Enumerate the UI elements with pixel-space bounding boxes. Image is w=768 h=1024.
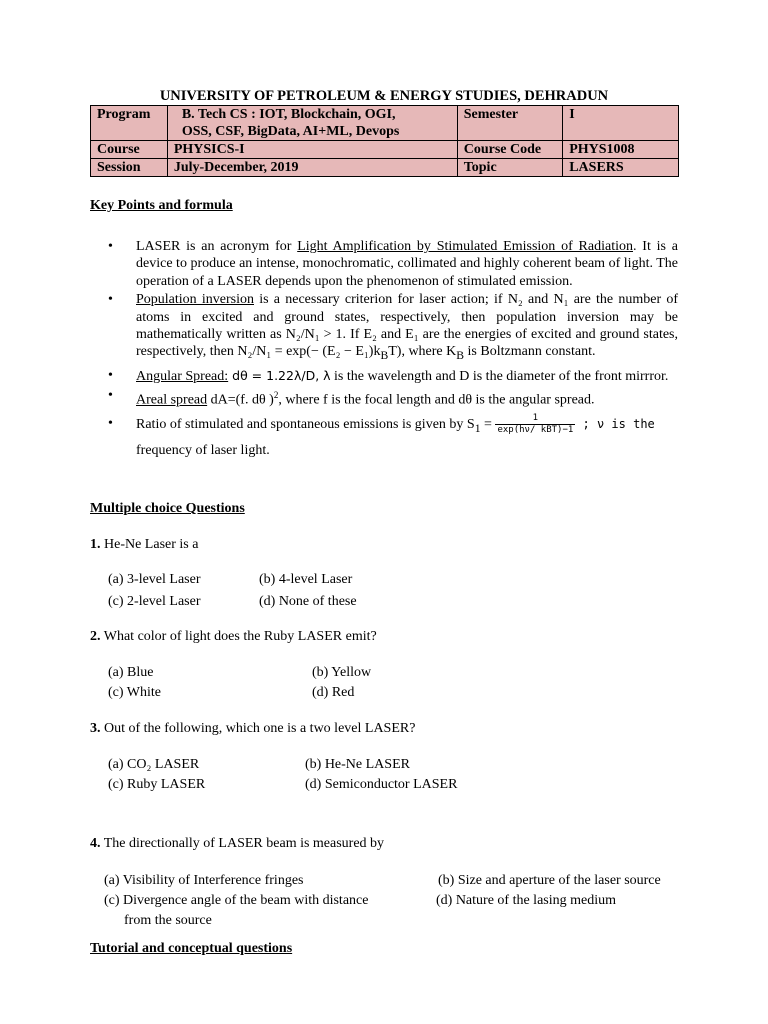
question-number: 2.: [90, 629, 101, 644]
subscript: 1: [474, 421, 481, 435]
key-point-term: Angular Spread:: [136, 368, 229, 384]
key-point-population-inversion: [108, 291, 678, 364]
program-label: Program: [91, 106, 168, 141]
fraction-denominator: exp(hν/ kBT)−1: [497, 425, 574, 436]
semester-value: I: [563, 106, 679, 141]
program-line1: B. Tech CS : IOT, Blockchain, OGI,: [181, 107, 396, 122]
key-point-term: Population inversion: [136, 292, 254, 308]
topic-label: Topic: [457, 159, 563, 177]
q2-option-d: (d) Red: [312, 685, 355, 700]
question-4: [90, 836, 384, 852]
question-text: What color of light does the Ruby LASER emit?: [100, 629, 377, 644]
q4-option-c: (c) Divergence angle of the beam with distance: [104, 893, 369, 908]
bullet: •: [108, 239, 113, 254]
question-number: 3.: [90, 721, 101, 736]
q2-option-a: (a) Blue: [108, 665, 154, 680]
subscript: B: [380, 349, 389, 363]
course-info-table: [90, 105, 679, 177]
key-point-text: ; ν is the: [575, 417, 655, 432]
course-value: PHYSICS-I: [167, 141, 457, 159]
key-point-term: Areal spread: [136, 392, 208, 408]
course-label: Course: [91, 141, 168, 159]
key-point-text: is a necessary criterion for laser action; if N₂ and N₁ are the number of atoms in excited and ground states, respectively, then population inversion may be mathematically written as N₂/N₁ > 1. If E₂ and E₁ are the energies of excited and ground states, respectively, then N₂/N₁ = exp(− (E₂ − E₁)k: [136, 292, 678, 360]
bullet: •: [108, 367, 113, 383]
q1-option-a: (a) 3-level Laser: [108, 572, 201, 587]
question-2: [90, 629, 377, 645]
fraction-numerator: 1: [495, 413, 575, 425]
key-point-text: T), where K: [388, 344, 457, 360]
question-number: 1.: [90, 537, 101, 552]
key-point-text: is Boltzmann constant.: [464, 344, 596, 360]
university-title: UNIVERSITY OF PETROLEUM & ENERGY STUDIES, DEHRADUN: [159, 88, 609, 104]
q4-option-d: (d) Nature of the lasing medium: [436, 893, 617, 908]
course-code-value: PHYS1008: [563, 141, 679, 159]
q4-option-b: (b) Size and aperture of the laser source: [438, 873, 661, 888]
q1-option-b: (b) 4-level Laser: [259, 572, 353, 587]
key-point-text: =: [480, 417, 496, 433]
key-points-list: [108, 238, 678, 462]
question-text: The directionally of LASER beam is measured by: [100, 836, 385, 851]
subscript: B: [456, 349, 465, 363]
question-3: [90, 721, 415, 737]
key-point-text: is the wavelength and D is the diameter of the front mirrror.: [330, 368, 669, 384]
q2-option-c: (c) White: [108, 685, 161, 700]
superscript: 2: [273, 390, 279, 401]
key-point-text: Ratio of stimulated and spontaneous emissions is given by S: [136, 417, 475, 433]
question-number: 4.: [90, 836, 101, 851]
question-text: Out of the following, which one is a two level LASER?: [100, 721, 416, 736]
bullet: •: [108, 388, 113, 404]
program-value: [167, 106, 457, 141]
q1-option-c: (c) 2-level Laser: [108, 594, 201, 609]
q1-option-d: (d) None of these: [259, 594, 357, 609]
key-point-text: . It is a device to produce an intense, monochromatic, collimated and highly coherent beam of light. The operation of a LASER depends upon the phenomenon of stimulated emission.: [136, 239, 678, 289]
bullet: •: [108, 292, 113, 308]
key-point-angular-spread: [108, 367, 678, 385]
emission-ratio-fraction: [495, 413, 575, 436]
question-text: He-Ne Laser is a: [100, 537, 199, 552]
q2-option-b: (b) Yellow: [312, 665, 372, 680]
bullet: •: [108, 416, 113, 432]
key-point-text: frequency of laser light.: [136, 442, 270, 458]
question-1: [90, 537, 198, 553]
key-point-laser: [108, 238, 678, 290]
q4-option-a: (a) Visibility of Interference fringes: [104, 873, 304, 888]
session-label: Session: [91, 159, 168, 177]
tutorial-heading: Tutorial and conceptual questions: [90, 941, 293, 956]
key-point-term: Light Amplification by Stimulated Emission of Radiation: [297, 239, 633, 254]
q3-option-a: (a) CO₂ LASER: [108, 757, 200, 772]
key-point-areal-spread: [108, 387, 678, 409]
key-point-emission-ratio: [108, 413, 678, 462]
semester-label: Semester: [457, 106, 563, 141]
key-point-text: LASER is an acronym for: [136, 239, 298, 254]
key-points-heading: Key Points and formula: [90, 198, 233, 213]
course-code-label: Course Code: [457, 141, 563, 159]
areal-spread-formula: dA=(f. dθ ): [207, 392, 274, 408]
q3-option-c: (c) Ruby LASER: [108, 777, 206, 792]
q4-option-c-continued: from the source: [124, 913, 212, 928]
mcq-heading: Multiple choice Questions: [90, 501, 245, 516]
q3-option-b: (b) He-Ne LASER: [305, 757, 410, 772]
angular-spread-formula: dθ = 1.22λ/D, λ: [228, 367, 331, 383]
q3-option-d: (d) Semiconductor LASER: [305, 777, 458, 792]
session-value: July-December, 2019: [167, 159, 457, 177]
topic-value: LASERS: [563, 159, 679, 177]
program-line2: OSS, CSF, BigData, AI+ML, Devops: [181, 124, 400, 139]
key-point-text: , where f is the focal length and dθ is the angular spread.: [278, 392, 595, 408]
